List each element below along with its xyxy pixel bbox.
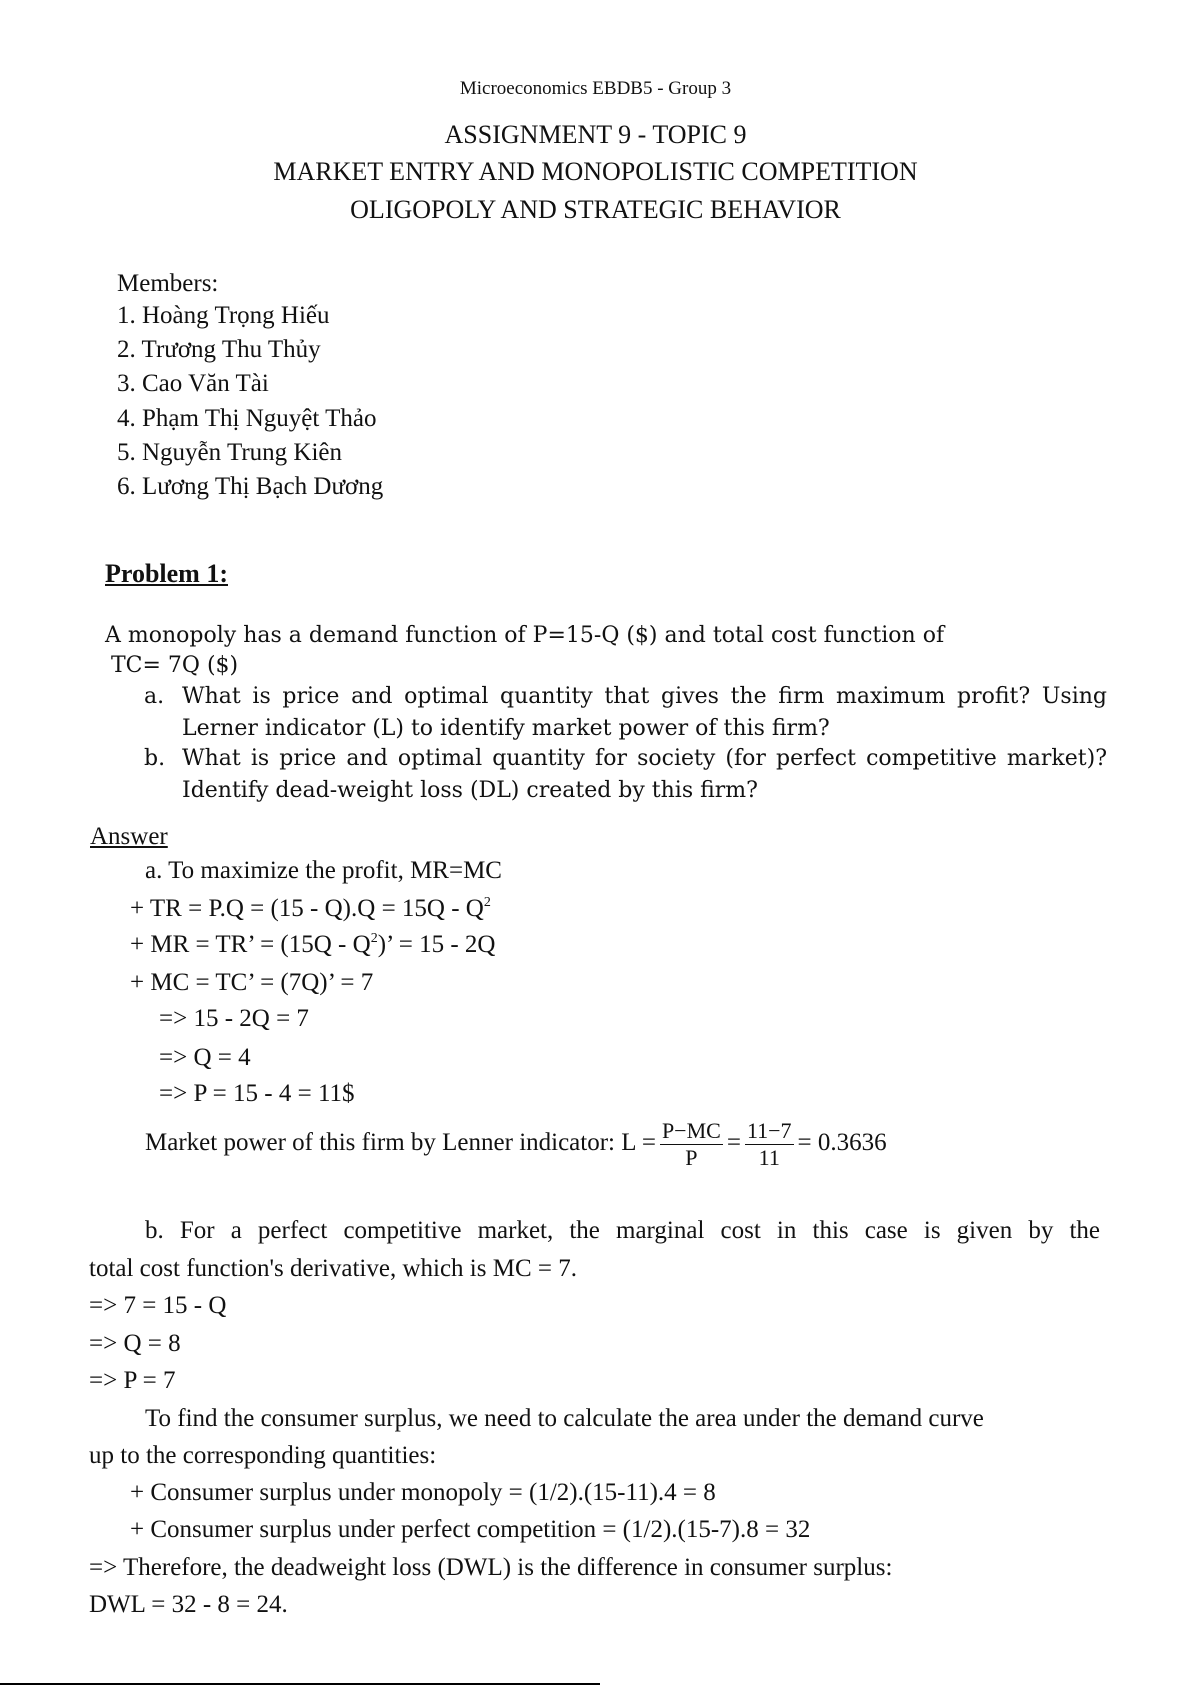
title-line-1: ASSIGNMENT 9 - TOPIC 9 xyxy=(444,120,747,149)
member-item: 5. Nguyễn Trung Kiên xyxy=(117,439,343,466)
answer-line: => 7 = 15 - Q xyxy=(89,1292,227,1319)
title-line-3: OLIGOPOLY AND STRATEGIC BEHAVIOR xyxy=(350,195,841,224)
answer-line: => P = 7 xyxy=(89,1367,176,1394)
answer-heading: Answer xyxy=(90,823,168,850)
question-b-label: b. xyxy=(144,746,166,771)
answer-line: b. For a perfect competitive market, the marginal cost in this case is given by the xyxy=(145,1217,1100,1244)
problem-line: TC= 7Q ($) xyxy=(111,653,239,678)
answer-line: a. To maximize the profit, MR=MC xyxy=(145,857,502,884)
answer-line: + TR = $P.Q = (15 - Q).Q = 15Q - Q^2$ xyxy=(130,895,491,922)
page-header: Microeconomics EBDB5 - Group 3 xyxy=(459,78,732,99)
question-a-label: a. xyxy=(144,684,165,709)
answer-line: => P = 15 - 4 = 11$ xyxy=(159,1080,355,1107)
answer-line: To find the consumer surplus, we need to calculate the area under the demand curve xyxy=(145,1405,984,1432)
answer-line: DWL = 32 - 8 = 24. xyxy=(89,1591,288,1618)
member-item: 6. Lương Thị Bạch Dương xyxy=(117,473,384,500)
answer-line: + MR = TR’ = $(15Q - Q^2)$’ = 15 - 2Q xyxy=(130,931,496,958)
question-a-line: Lerner indicator (L) to identify market power of this firm? xyxy=(182,716,830,741)
problem-line: A monopoly has a demand function of P=15-Q ($) and total cost function of xyxy=(105,623,945,648)
answer-line: + Consumer surplus under monopoly = (1/2).(15-11).4 = 8 xyxy=(130,1479,716,1506)
answer-line: => Therefore, the deadweight loss (DWL) is the difference in consumer surplus: xyxy=(89,1554,893,1581)
members-label: Members: xyxy=(117,270,219,297)
answer-line: => Q = 8 xyxy=(89,1330,181,1357)
question-a-line: What is price and optimal quantity that gives the firm maximum profit? Using xyxy=(182,684,1107,709)
question-b-line: Identify dead-weight loss (DL) created by this firm? xyxy=(182,778,758,803)
answer-line: total cost function's derivative, which is MC = 7. xyxy=(89,1255,577,1282)
fraction: $\frac{11-7}{11}$ xyxy=(746,1117,792,1170)
problem-heading: Problem 1: xyxy=(105,559,228,588)
lerner-formula: Market power of this firm by Lenner indicator: L = $\frac{P-MC}{P}$ = $\frac{11-7}{11}$ = 0.3636 xyxy=(145,1117,887,1170)
question-b-line: What is price and optimal quantity for society (for perfect competitive market)? xyxy=(182,746,1107,771)
answer-line: + MC = TC’ = (7Q)’ = 7 xyxy=(130,969,374,996)
fraction: $\frac{P-MC}{P}$ xyxy=(661,1117,721,1170)
answer-line: + Consumer surplus under perfect competition = (1/2).(15-7).8 = 32 xyxy=(130,1516,811,1543)
title-line-2: MARKET ENTRY AND MONOPOLISTIC COMPETITION xyxy=(273,157,918,186)
member-item: 3. Cao Văn Tài xyxy=(117,370,269,397)
answer-line: => Q = 4 xyxy=(159,1044,251,1071)
member-item: 1. Hoàng Trọng Hiếu xyxy=(117,302,330,329)
member-item: 2. Trương Thu Thủy xyxy=(117,336,321,363)
member-item: 4. Phạm Thị Nguyệt Thảo xyxy=(117,405,377,432)
answer-line: up to the corresponding quantities: xyxy=(89,1442,437,1469)
answer-line: => 15 - 2Q = 7 xyxy=(159,1005,309,1032)
